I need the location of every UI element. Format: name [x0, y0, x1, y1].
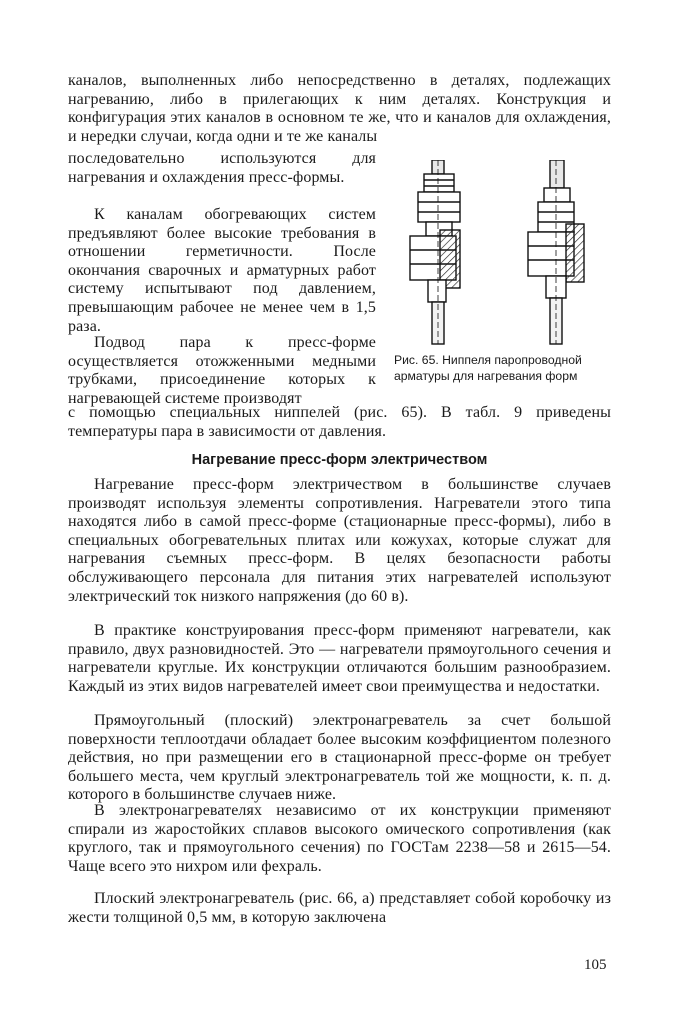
paragraph-steam-supply-continued: с помощью специальных ниппелей (рис. 65). В табл. 9 приведены температуры пара в зависимости от давления. — [68, 404, 611, 440]
paragraph-steam-supply: Подвод пара к пресс-форме осуществляется отожженными медными трубками, присоединение которых к нагревающей системе производят — [68, 334, 376, 407]
figure-caption: Рис. 65. Ниппеля паропроводной арматуры для нагревания форм — [394, 353, 582, 383]
page-number: 105 — [584, 957, 607, 973]
nipple-fittings-illustration — [388, 160, 620, 345]
paragraph-tightness: К каналам обогревающих систем предъявляют более высокие требования в отношении герметичности. После окончания сварочных и арматурных работ систему испытывают под давлением, превышающим рабочее не менее чем в 1,5 раза. — [68, 206, 376, 335]
right-nipple-fitting — [528, 160, 584, 344]
paragraph-channels: каналов, выполненных либо непосредственно в деталях, подлежащих нагреванию, либо в прилегающих к ним деталях. Конструкция и конфигурация этих каналов в основном те же, что и каналов для охлаждения, и нередки случаи, когда одни и те же каналы — [68, 72, 611, 145]
section-heading: Нагревание пресс-форм электричеством — [191, 452, 488, 468]
left-nipple-fitting — [410, 160, 460, 344]
paragraph-heater-types: В практике конструирования пресс-форм применяют нагреватели, как правило, двух разновидностей. Это — нагреватели прямоугольного сечения и нагреватели круглые. Их конструкции отличаются большим разнообразием. Каждый из этих видов нагревателей имеет свои преимущества и недостатки. — [68, 622, 611, 695]
paragraph-spirals: В электронагревателях независимо от их конструкции применяют спирали из жаростойких сплавов высокого омического сопротивления (как круглого, так и прямоугольного сечения) по ГОСТам 2238—58 и 2615—54. Чаще всего это нихром или фехраль. — [68, 802, 611, 875]
paragraph-channels-continued: последовательно используются для нагревания и охлаждения пресс-формы. — [68, 150, 376, 186]
paragraph-electric-heating: Нагревание пресс-форм электричеством в большинстве случаев производят используя элементы сопротивления. Нагреватели этого типа находятся либо в самой пресс-форме (стационарные пресс-формы), либо в специальных обогревательных плитах или кожухах, которые служат для нагревания съемных пресс-форм. В целях безопасности работы обслуживающего персонала для питания этих нагревателей используют электрический ток низкого напряжения (до 60 в). — [68, 476, 611, 605]
paragraph-rectangular-heater: Прямоугольный (плоский) электронагреватель за счет большой поверхности теплоотдачи обладает более высоким коэффициентом полезного действия, но при размещении его в стационарной пресс-форме он требует большего места, чем круглый электронагреватель той же мощности, к. п. д. которого в большинстве случаев ниже. — [68, 712, 611, 804]
figure-nipples-drawing — [388, 160, 620, 345]
paragraph-flat-heater: Плоский электронагреватель (рис. 66, а) представляет собой коробочку из жести толщиной 0,5 мм, в которую заключена — [68, 890, 611, 926]
